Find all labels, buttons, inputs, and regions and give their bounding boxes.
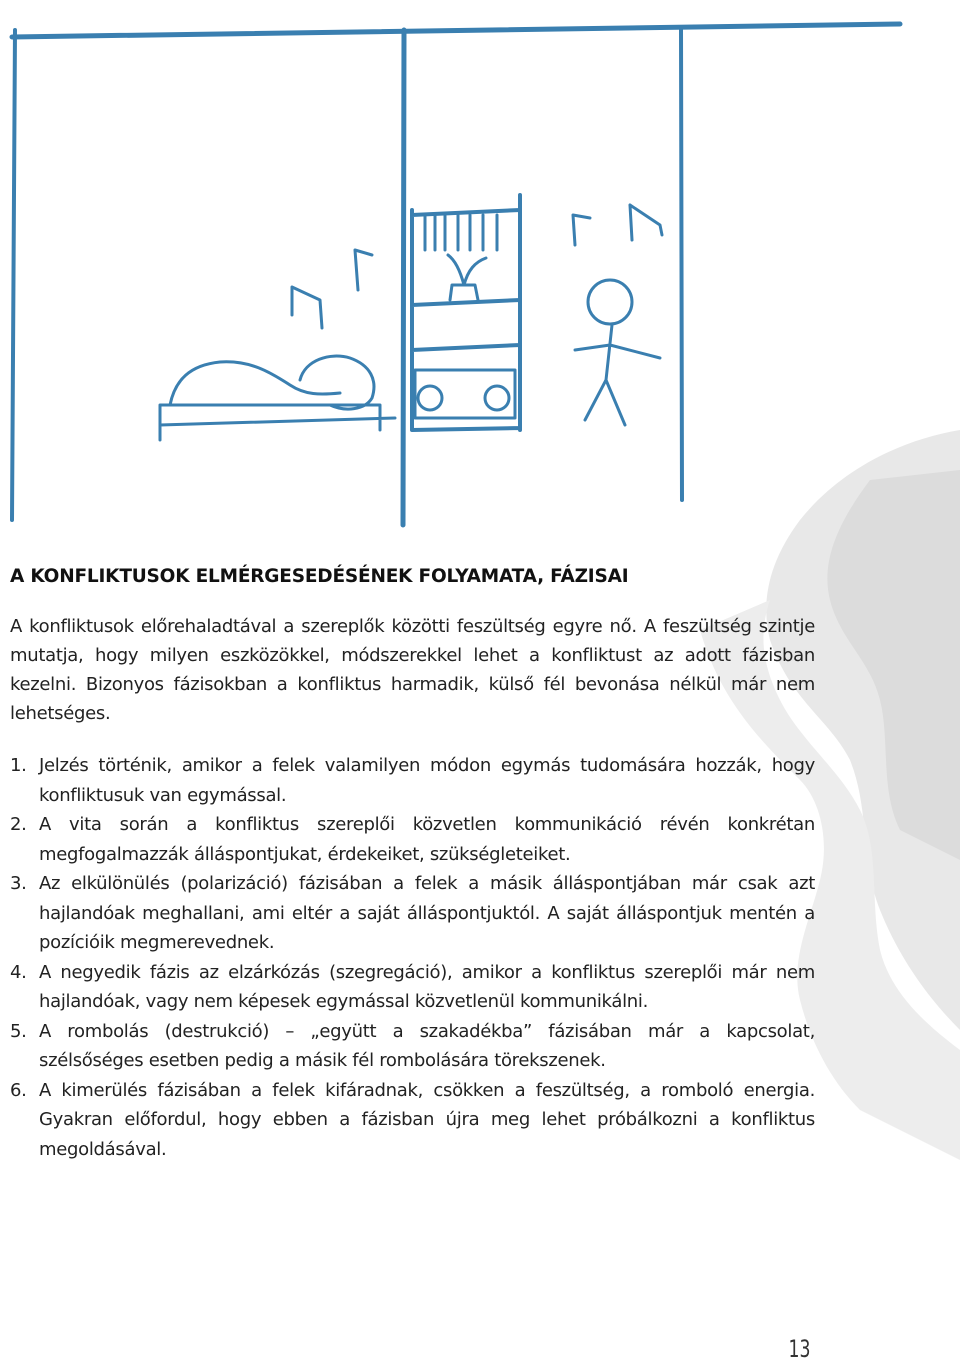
phase-item	[10, 958, 815, 1017]
music-note	[573, 215, 590, 245]
phase-text: A negyedik fázis az elzárkózás (szegregáció), amikor a konfliktus szereplői már nem hajlandóak, vagy nem képesek egymással közvetlenül kommunikálni.	[39, 961, 815, 1012]
phase-text: A vita során a konfliktus szereplői közvetlen kommunikáció révén konkrétan megfogalmazzák álláspontjukat, érdekeiket, szükségleteiket.	[39, 814, 815, 865]
shelf-frame	[412, 195, 520, 430]
phase-text: A rombolás (destrukció) – „együtt a szakadékba” fázisában már a kapcsolat, szélsőséges esetben pedig a másik fél rombolására törekszenek.	[39, 1020, 815, 1071]
radio-speaker	[485, 386, 509, 410]
phase-item	[10, 1017, 815, 1076]
left-wall-line	[12, 30, 15, 520]
phase-number: 4.	[10, 961, 27, 983]
phase-text: A kimerülés fázisában a felek kifáradnak, csökken a feszültség, a romboló energia. Gyakran előfordul, hogy ebben a fázisban újra meg lehet próbálkozni a konfliktus megoldásával.	[39, 1079, 815, 1160]
sleeping-person	[300, 356, 374, 409]
bed-frame	[160, 405, 395, 440]
phase-text: Jelzés történik, amikor a felek valamilyen módon egymás tudomására hozzák, hogy konfliktusuk van egymással.	[39, 755, 815, 806]
phase-list	[10, 751, 815, 1164]
walking-person-head	[588, 280, 632, 324]
main-content	[10, 562, 815, 1164]
phase-text: Az elkülönülés (polarizáció) fázisában a felek a másik álláspontjában már csak azt hajlandóak meghallani, ami eltér a saját álláspontjuktól. A saját álláspontjuk mentén a pozícióik megmerevednek.	[39, 873, 815, 953]
section-heading: A KONFLIKTUSOK ELMÉRGESEDÉSÉNEK FOLYAMATA, FÁZISAI	[10, 566, 629, 587]
ceiling-line	[12, 24, 900, 37]
phase-number: 5.	[10, 1020, 27, 1042]
intro-paragraph: A konfliktusok előrehaladtával a szereplők közötti feszültség egyre nő. A feszültség szintje mutatja, hogy milyen eszközökkel, módszerekkel lehet a konfliktust az adott fázisban kezelni. Bizonyos fázisokban a konfliktus harmadik, külső fél bevonása nélkül már nem lehetséges.	[10, 616, 815, 724]
walking-person-body	[575, 325, 660, 425]
phase-item	[10, 869, 815, 958]
middle-wall-line	[403, 30, 404, 525]
music-note	[630, 205, 662, 240]
phase-item	[10, 1076, 815, 1165]
music-note	[355, 250, 372, 290]
phase-number: 2.	[10, 814, 27, 835]
music-note	[292, 287, 322, 328]
bed-blanket	[170, 362, 340, 405]
radio-speaker	[418, 386, 442, 410]
page-number: 13	[788, 1335, 810, 1363]
shelf-books	[425, 215, 497, 250]
phase-item	[10, 810, 815, 869]
phase-number: 3.	[10, 873, 27, 894]
right-wall-line	[681, 28, 682, 500]
shelf-plant	[448, 255, 486, 300]
phase-item	[10, 751, 815, 810]
phase-number: 1.	[10, 755, 27, 776]
phase-number: 6.	[10, 1079, 27, 1101]
